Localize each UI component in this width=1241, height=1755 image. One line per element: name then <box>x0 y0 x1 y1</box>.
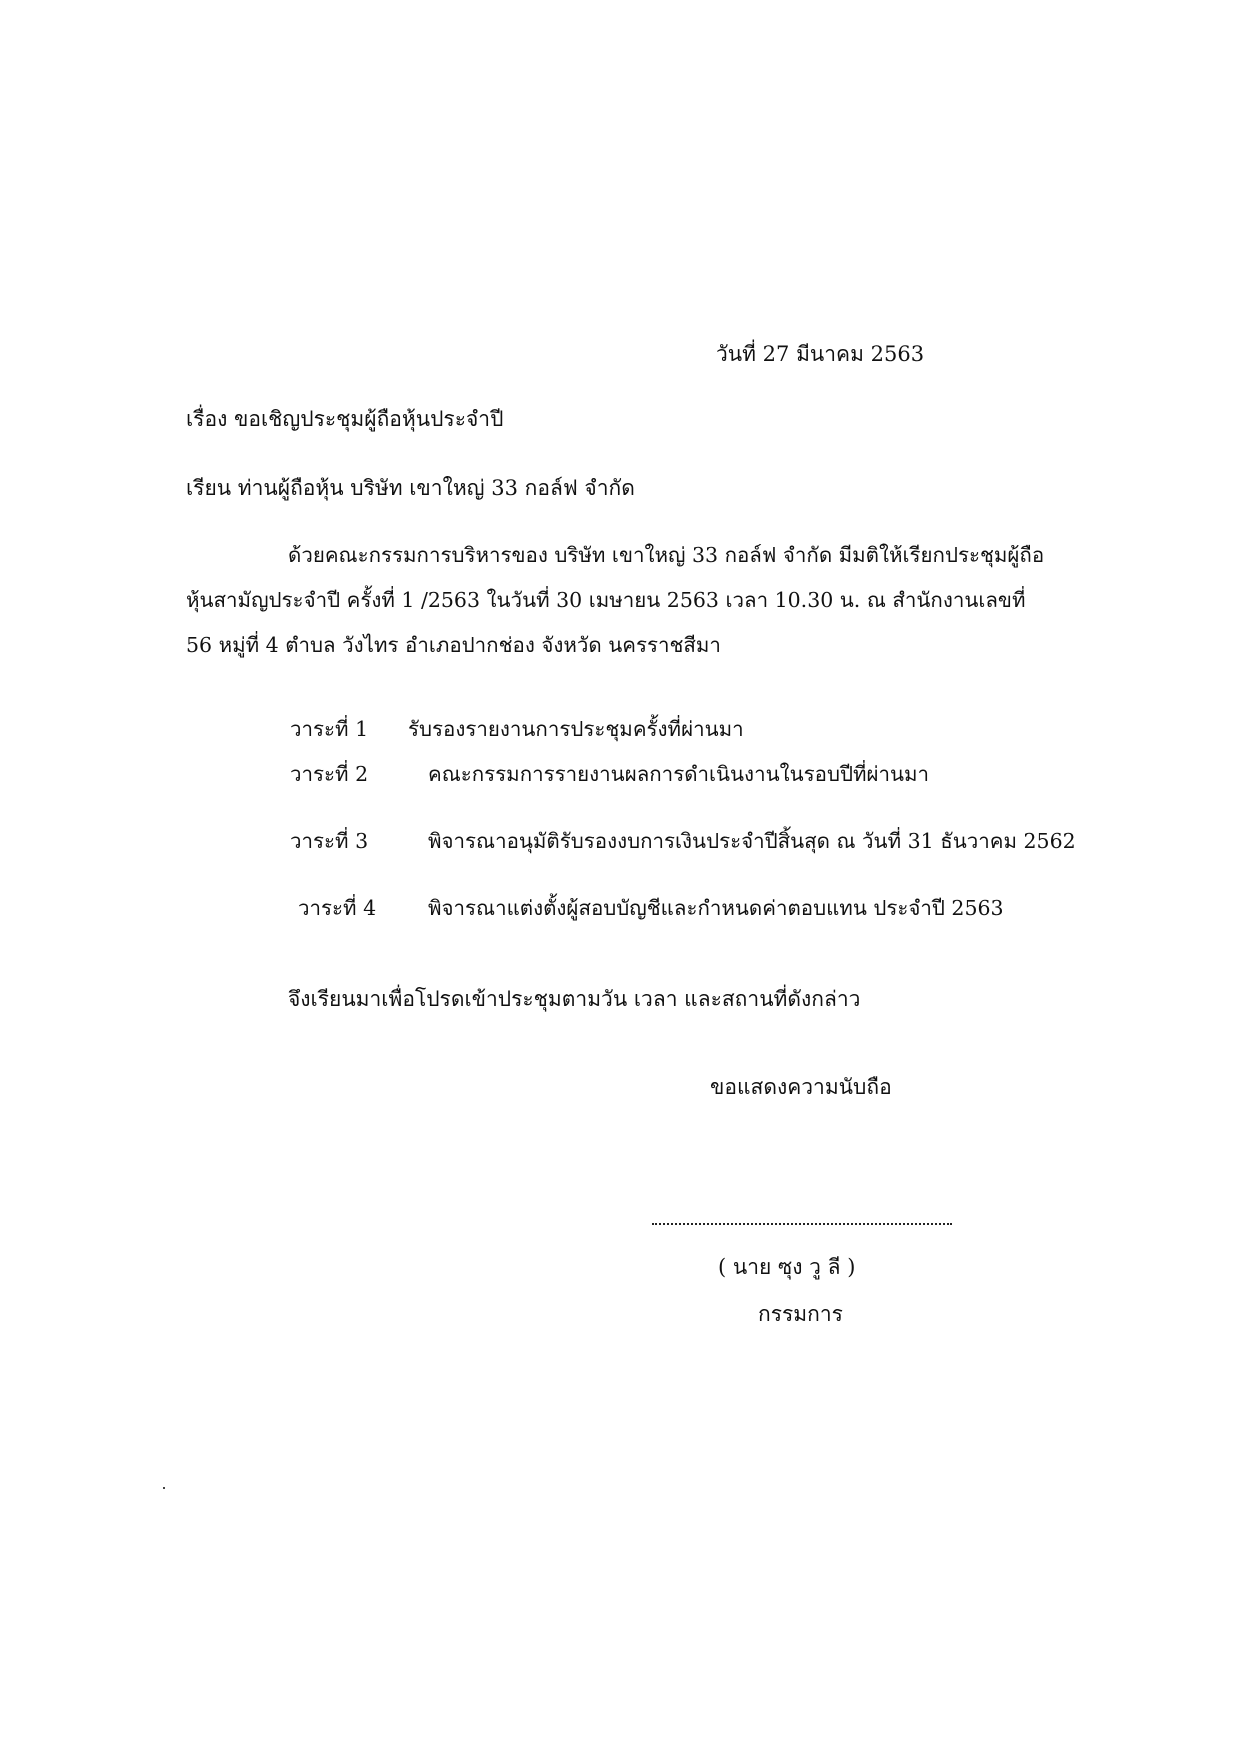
signature-line <box>652 1223 952 1225</box>
regards: ขอแสดงความนับถือ <box>710 1075 892 1099</box>
agenda-text: พิจารณาแต่งตั้งผู้สอบบัญชีและกำหนดค่าตอบแทน ประจำปี 2563 <box>428 896 1004 920</box>
agenda-number: วาระที่ 4 <box>298 896 377 920</box>
closing-statement: จึงเรียนมาเพื่อโปรดเข้าประชุมตามวัน เวลา และสถานที่ดังกล่าว <box>288 987 861 1011</box>
agenda-number: วาระที่ 2 <box>290 762 369 786</box>
letter-recipient: เรียน ท่านผู้ถือหุ้น บริษัท เขาใหญ่ 33 กอล์ฟ จำกัด <box>186 476 635 500</box>
agenda-text: คณะกรรมการรายงานผลการดำเนินงานในรอบปีที่ผ่านมา <box>428 762 930 786</box>
signer-name: ( นาย ซุง วู ลี ) <box>718 1255 856 1279</box>
letter-date: วันที่ 27 มีนาคม 2563 <box>716 342 925 366</box>
body-line: หุ้นสามัญประจำปี ครั้งที่ 1 /2563 ในวันที่ 30 เมษายน 2563 เวลา 10.30 น. ณ สำนักงานเลขที่ <box>186 588 1026 612</box>
scan-speck <box>163 1487 165 1489</box>
agenda-text: พิจารณาอนุมัติรับรองงบการเงินประจำปีสิ้นสุด ณ วันที่ 31 ธันวาคม 2562 <box>428 829 1076 853</box>
letter-subject: เรื่อง ขอเชิญประชุมผู้ถือหุ้นประจำปี <box>186 407 504 431</box>
agenda-number: วาระที่ 1 <box>290 717 369 741</box>
body-line: ด้วยคณะกรรมการบริหารของ บริษัท เขาใหญ่ 33 กอล์ฟ จำกัด มีมติให้เรียกประชุมผู้ถือ <box>288 543 1045 567</box>
agenda-text: รับรองรายงานการประชุมครั้งที่ผ่านมา <box>408 717 744 741</box>
agenda-number: วาระที่ 3 <box>290 829 369 853</box>
signer-title: กรรมการ <box>758 1302 843 1326</box>
body-line: 56 หมู่ที่ 4 ตำบล วังไทร อำเภอปากช่อง จังหวัด นครราชสีมา <box>186 633 721 657</box>
